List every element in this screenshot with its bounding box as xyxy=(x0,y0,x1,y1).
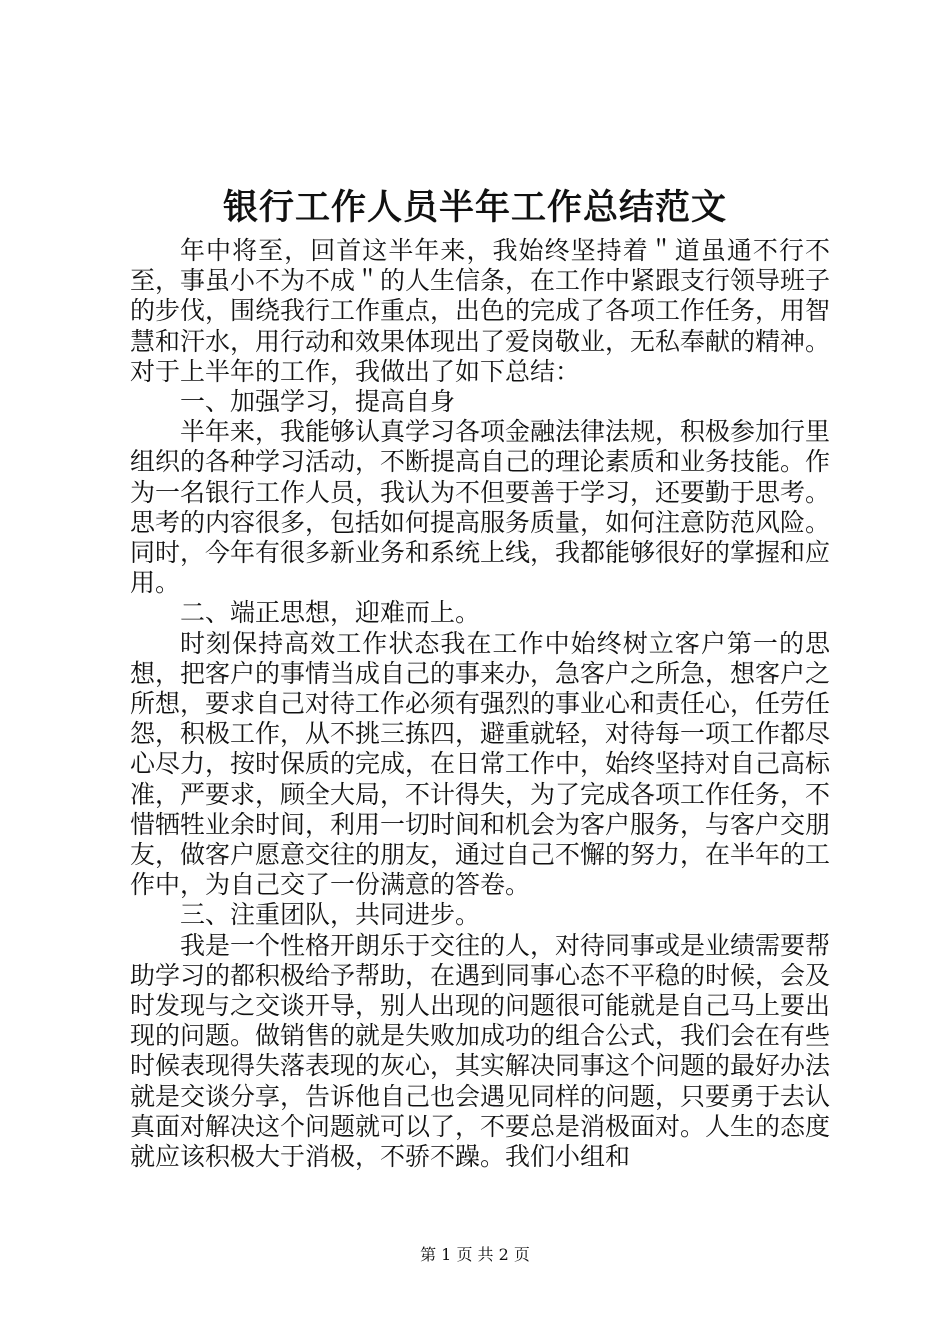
page-footer: 第 1 页 共 2 页 xyxy=(420,1245,530,1264)
paragraph-teamwork: 我是一个性格开朗乐于交往的人，对待同事或是业绩需要帮助学习的都积极给予帮助，在遇到同事心态不平稳的时候，会及时发现与之交谈开导，别人出现的问题很可能就是自己马上要出现的问题。做销售的就是失败加成功的组合公式，我们会在有些时候表现得失落表现的灰心，其实解决同事这个问题的最好办法就是交谈分享，告诉他自己也会遇见同样的问题，只要勇于去认真面对解决这个问题就可以了，不要总是消极面对。人生的态度就应该积极大于消极，不骄不躁。我们小组和 xyxy=(130,930,831,1172)
section-heading-1: 一、加强学习，提高自身 xyxy=(180,387,456,417)
paragraph-intro: 年中将至，回首这半年来，我始终坚持着＂道虽通不行不至，事虽小不为不成＂的人生信条，在工作中紧跟支行领导班子的步伐，围绕我行工作重点，出色的完成了各项工作任务，用智慧和汗水，用行动和效果体现出了爱岗敬业，无私奉献的精神。对于上半年的工作，我做出了如下总结： xyxy=(130,236,831,386)
document-title: 银行工作人员半年工作总结范文 xyxy=(222,187,727,228)
paragraph-attitude: 时刻保持高效工作状态我在工作中始终树立客户第一的思想，把客户的事情当成自己的事来办，急客户之所急，想客户之所想，要求自己对待工作必须有强烈的事业心和责任心，任劳任怨，积极工作，从不挑三拣四，避重就轻，对待每一项工作都尽心尽力，按时保质的完成，在日常工作中，始终坚持对自己高标准，严要求，顾全大局，不计得失，为了完成各项工作任务，不惜牺牲业余时间，利用一切时间和机会为客户服务，与客户交朋友，做客户愿意交往的朋友，通过自己不懈的努力，在半年的工作中，为自己交了一份满意的答卷。 xyxy=(130,628,831,900)
section-heading-3: 三、注重团队，共同进步。 xyxy=(180,900,481,930)
section-heading-2: 二、端正思想，迎难而上。 xyxy=(180,598,481,628)
paragraph-study: 半年来，我能够认真学习各项金融法律法规，积极参加行里组织的各种学习活动，不断提高自己的理论素质和业务技能。作为一名银行工作人员，我认为不但要善于学习，还要勤于思考。思考的内容很多，包括如何提高服务质量，如何注意防范风险。同时，今年有很多新业务和系统上线，我都能够很好的掌握和应用。 xyxy=(130,417,831,598)
document-body xyxy=(130,236,830,1172)
